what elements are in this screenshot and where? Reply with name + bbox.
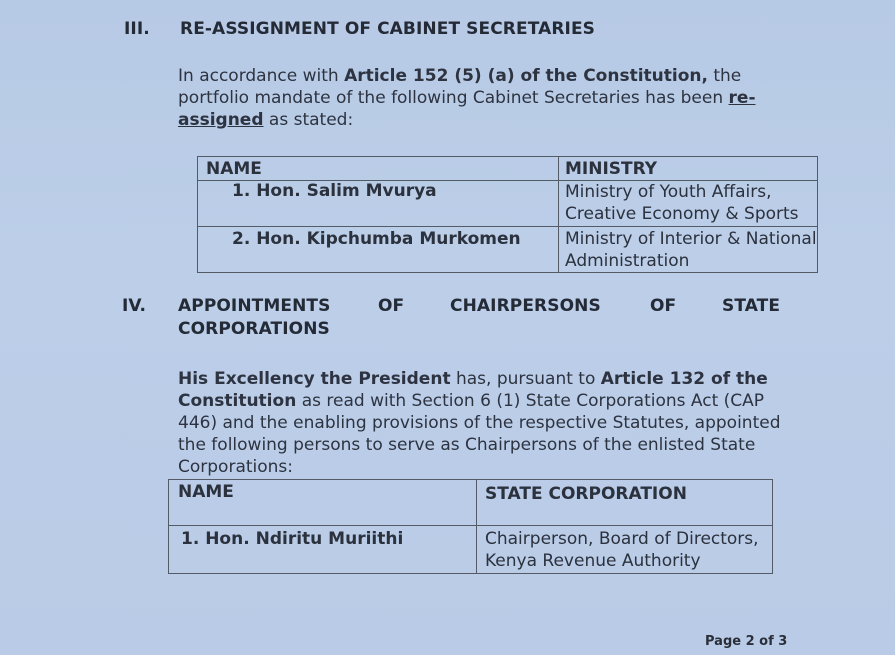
header-name: NAME (178, 482, 234, 502)
ministry-name: Administration (565, 251, 690, 271)
section-4-title-word: STATE (722, 296, 781, 316)
section-4-title-word: OF (650, 296, 677, 316)
section-3-para-line-1 (178, 65, 784, 87)
table-cell (559, 227, 818, 273)
section-4-title-word: APPOINTMENTS (178, 296, 331, 316)
header-state-corporation: STATE CORPORATION (485, 484, 687, 504)
para-text: as read with Section 6 (1) State Corporations Act (CAP (296, 391, 765, 411)
header-ministry: MINISTRY (565, 159, 658, 179)
table-header-cell (559, 157, 818, 181)
table-header-cell (169, 480, 477, 526)
ministry-name: Ministry of Youth Affairs, (565, 182, 772, 202)
table-header-cell (477, 480, 773, 526)
section-4-para-line-4: the following persons to serve as Chairpersons of the enlisted State (178, 435, 756, 455)
para-text: In accordance with (178, 66, 345, 86)
para-text: as stated: (263, 110, 354, 130)
table-header-row (169, 480, 773, 526)
emphasis-text: His Excellency the President (178, 369, 451, 389)
section-4-para-line-3: 446) and the enabling provisions of the respective Statutes, appointed (178, 413, 781, 433)
secretary-name: 2. Hon. Kipchumba Murkomen (232, 229, 521, 249)
cabinet-secretaries-table (197, 156, 818, 273)
section-3-title: RE-ASSIGNMENT OF CABINET SECRETARIES (180, 19, 596, 39)
emphasis-text: assigned (178, 110, 264, 130)
section-3-paragraph (178, 65, 784, 131)
section-4-para-line-2 (178, 390, 784, 412)
table-cell (198, 227, 559, 273)
para-text: the (707, 66, 742, 86)
para-text: portfolio mandate of the following Cabinet Secretaries has been (178, 88, 729, 108)
table-row (198, 227, 818, 273)
section-4-paragraph (178, 368, 784, 478)
article-reference: Article 152 (5) (a) of the Constitution, (344, 66, 708, 86)
para-text: has, pursuant to (450, 369, 601, 389)
section-4-para-line-1 (178, 368, 784, 390)
chairperson-name: 1. Hon. Ndiritu Muriithi (181, 529, 404, 549)
section-4-title-word: OF (378, 296, 405, 316)
table-row (169, 526, 773, 574)
section-4-title-line-2: CORPORATIONS (178, 319, 330, 339)
section-4-numeral: IV. (122, 296, 147, 316)
emphasis-text: re- (728, 88, 756, 108)
table-cell (559, 181, 818, 227)
table-cell (169, 526, 477, 574)
section-4-title-word: CHAIRPERSONS (450, 296, 601, 316)
table-cell (198, 181, 559, 227)
secretary-name: 1. Hon. Salim Mvurya (232, 181, 437, 201)
section-4-para-line-5: Corporations: (178, 457, 294, 477)
table-row (198, 181, 818, 227)
page-number: Page 2 of 3 (705, 634, 788, 649)
table-header-row (198, 157, 818, 181)
section-3-para-line-2 (178, 87, 784, 109)
header-name: NAME (206, 159, 262, 179)
ministry-name: Creative Economy & Sports (565, 204, 799, 224)
ministry-name: Ministry of Interior & National (565, 229, 817, 249)
article-reference: Constitution (178, 391, 297, 411)
table-header-cell (198, 157, 559, 181)
section-3-numeral: III. (124, 19, 150, 39)
table-cell (477, 526, 773, 574)
chairpersons-table (168, 479, 773, 574)
section-3-para-line-3 (178, 109, 784, 131)
corporation-name: Kenya Revenue Authority (485, 551, 701, 571)
corporation-role: Chairperson, Board of Directors, (485, 529, 759, 549)
article-reference: Article 132 of the (600, 369, 768, 389)
